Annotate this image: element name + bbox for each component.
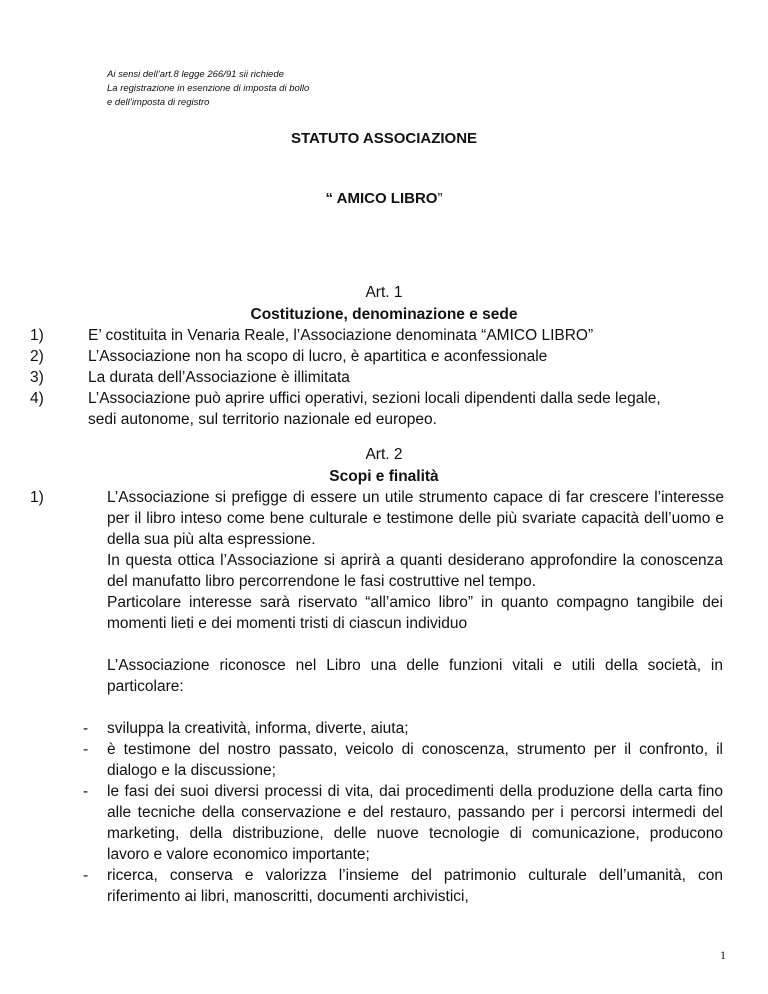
article-1-heading bbox=[0, 282, 768, 326]
list-item bbox=[83, 781, 723, 865]
list-item bbox=[30, 325, 730, 346]
registration-note bbox=[107, 68, 309, 110]
list-item bbox=[83, 739, 723, 781]
dash-marker: - bbox=[83, 867, 89, 884]
dash-marker: - bbox=[83, 720, 89, 737]
article-number: Art. 2 bbox=[365, 446, 403, 463]
article-2-heading bbox=[0, 444, 768, 488]
registration-note-line: La registrazione in esenzione di imposta di bollo bbox=[107, 83, 310, 94]
paragraph: Particolare interesse sarà riservato “all’amico libro” in quanto compagno tangibile dei momenti lieti e dei momenti tristi di ciascun individuo bbox=[107, 594, 723, 632]
page-number: 1 bbox=[720, 948, 726, 962]
article-title: Scopi e finalità bbox=[329, 468, 439, 485]
association-name: “ AMICO LIBRO” bbox=[325, 190, 443, 207]
list-item-text: è testimone del nostro passato, veicolo di conoscenza, strumento per il confronto, il dialogo e la discussione; bbox=[107, 741, 723, 779]
list-item bbox=[30, 367, 730, 388]
list-number: 4) bbox=[30, 390, 44, 407]
list-number: 1) bbox=[30, 489, 44, 506]
list-number: 1) bbox=[30, 327, 44, 344]
list-item bbox=[30, 346, 730, 367]
list-item-text: L’Associazione può aprire uffici operativi, sezioni locali dipendenti dalla sede legale, sedi autonome, sul territorio nazionale ed europeo. bbox=[88, 390, 661, 428]
paragraph: In questa ottica l’Associazione si aprirà a quanti desiderano approfondire la conoscenza del manufatto libro percorrendone le fasi costruttive nel tempo. bbox=[107, 552, 723, 590]
list-item-text: La durata dell’Associazione è illimitata bbox=[88, 369, 350, 386]
list-item-text: le fasi dei suoi diversi processi di vita, dai procedimenti della produzione della carta fino alle tecniche della conservazione e del restauro, passando per i percorsi intermedi del marketing, della distribuzione, delle nuove tecnologie di comunicazione, producono lavoro e valore economico importante; bbox=[107, 783, 723, 863]
dash-marker: - bbox=[83, 783, 89, 800]
document-title: STATUTO ASSOCIAZIONE bbox=[290, 130, 478, 147]
list-item bbox=[30, 487, 724, 550]
article-title: Costituzione, denominazione e sede bbox=[250, 306, 518, 323]
list-item-text: L’Associazione non ha scopo di lucro, è apartitica e aconfessionale bbox=[88, 348, 548, 365]
dash-marker: - bbox=[83, 741, 89, 758]
list-item-text: E’ costituita in Venaria Reale, l’Associazione denominata “AMICO LIBRO” bbox=[88, 327, 594, 344]
list-item bbox=[30, 388, 678, 430]
function-list bbox=[83, 718, 723, 907]
registration-note-line: e dell’imposta di registro bbox=[107, 97, 210, 108]
registration-note-line: Ai sensi dell’art.8 legge 266/91 sii richiede bbox=[107, 69, 284, 80]
list-item-text: sviluppa la creatività, informa, diverte, aiuta; bbox=[107, 720, 409, 737]
article-number: Art. 1 bbox=[365, 284, 403, 301]
list-item bbox=[83, 718, 723, 739]
list-item-text: ricerca, conserva e valorizza l’insieme del patrimonio culturale dell’umanità, con riferimento ai libri, manoscritti, documenti archivistici, bbox=[107, 867, 723, 905]
intro-paragraph: L’Associazione riconosce nel Libro una delle funzioni vitali e utili della società, in particolare: bbox=[107, 657, 723, 695]
article-2-list bbox=[30, 487, 724, 550]
list-number: 2) bbox=[30, 348, 44, 365]
article-1-list bbox=[30, 325, 730, 430]
list-item-text: L’Associazione si prefigge di essere un utile strumento capace di far crescere l’interesse per il libro inteso come bene culturale e testimone delle più svariate capacità dell’uomo e della sua più alta espressione. bbox=[107, 489, 724, 548]
list-item bbox=[83, 865, 723, 907]
list-number: 3) bbox=[30, 369, 44, 386]
